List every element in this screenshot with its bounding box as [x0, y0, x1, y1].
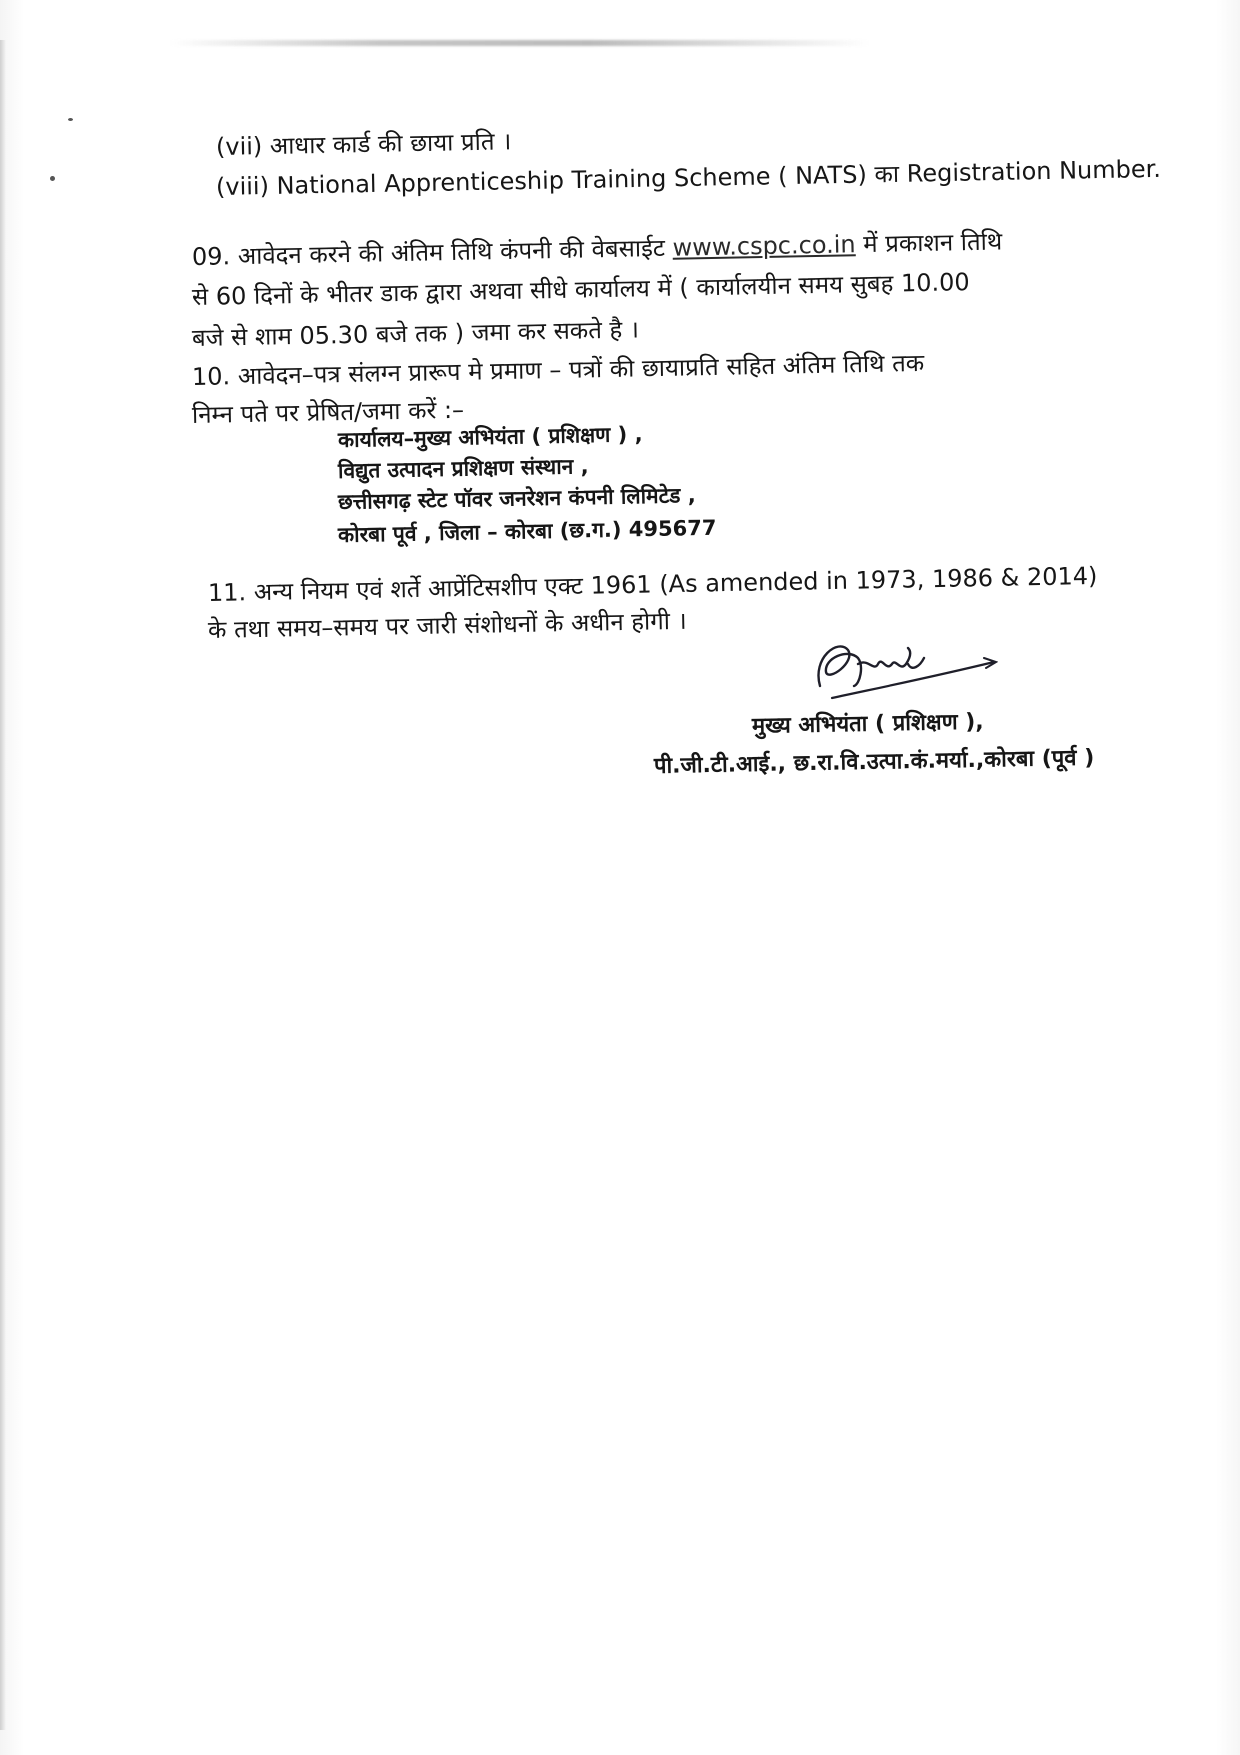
para-09-line-2: से 60 दिनों के भीतर डाक द्वारा अथवा सीधे कार्यालय में ( कार्यालयीन समय सुबह 10.00: [191, 268, 970, 311]
item-vii: (vii) आधार कार्ड की छाया प्रति ।: [215, 127, 512, 161]
address-line-2: विद्युत उत्पादन प्रशिक्षण संस्थान ,: [337, 454, 589, 483]
para-10-line-1: 10. आवेदन–पत्र संलग्न प्रारूप मे प्रमाण – पत्रों की छायाप्रति सहित अंतिम तिथि तक: [191, 348, 925, 391]
para-09-text-end: में प्रकाशन तिथि: [862, 227, 1003, 259]
para-11-line-1: 11. अन्य नियम एवं शर्ते आप्रेंटिसशीप एक्ट 1961 (As amended in 1973, 1986 & 2014): [207, 561, 1098, 607]
address-line-3: छत्तीसगढ़ स्टेट पॉवर जनरेशन कंपनी लिमिटेड ,: [337, 483, 696, 514]
para-09-text: 09. आवेदन करने की अंतिम तिथि कंपनी की वेबसाईट: [191, 233, 666, 271]
address-line-1: कार्यालय–मुख्य अभियंता ( प्रशिक्षण ) ,: [337, 422, 643, 452]
signatory-designation: मुख्य अभियंता ( प्रशिक्षण ),: [751, 709, 984, 739]
para-11-line-2: के तथा समय–समय पर जारी संशोधनों के अधीन होगी ।: [207, 606, 687, 644]
item-viii: (viii) National Apprenticeship Training Scheme ( NATS) का Registration Number.: [215, 154, 1162, 201]
signatory-office: पी.जी.टी.आई., छ.रा.वि.उत्पा.कं.मर्या.,कोरबा (पूर्व ): [653, 745, 1095, 779]
para-09-line-3: बजे से शाम 05.30 बजे तक ) जमा कर सकते है ।: [191, 315, 640, 352]
para-09-line-1: [192, 226, 1003, 272]
address-line-4: कोरबा पूर्व , जिला – कोरबा (छ.ग.) 495677: [337, 515, 717, 547]
handwritten-signature: [808, 628, 998, 718]
para-10-line-2: निम्न पते पर प्रेषित/जमा करें :–: [191, 395, 465, 429]
website-link[interactable]: www.cspc.co.in: [672, 230, 856, 262]
